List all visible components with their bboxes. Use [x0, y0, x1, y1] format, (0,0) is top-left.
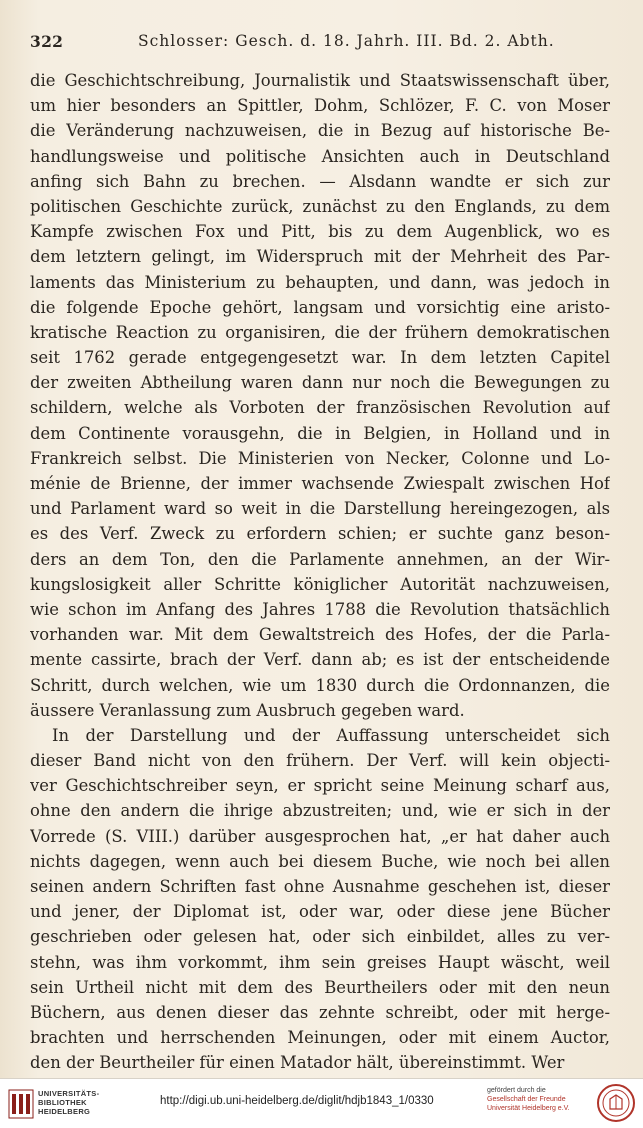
text-line: sein Urtheil nicht mit dem des Beurtheilers oder mit den neun: [30, 977, 610, 997]
text-line: ders an dem Ton, den die Parlamente annehmen, an der Wir-: [30, 549, 610, 569]
university-seal-icon: [596, 1083, 636, 1123]
text-line: ver Geschichtschreiber seyn, er spricht seine Meinung scharf aus,: [30, 776, 610, 796]
text-line: nichts dagegen, wenn auch bei diesem Buche, wie noch bei allen: [30, 851, 610, 871]
text-line: stehn, was ihm vorkommt, ihm sein greises Haupt wäscht, weil: [30, 952, 610, 972]
text-line: anfing sich Bahn zu brechen. — Alsdann wandte er sich zur: [30, 171, 610, 191]
text-line: In der Darstellung und der Auffassung unterscheidet sich: [52, 725, 610, 745]
text-line: dem Continente vorausgehn, die in Belgien, in Holland und in: [30, 423, 610, 443]
text-line: ohne den andern die ihrige abzustreiten; und, wie er sich in der: [30, 801, 610, 821]
sponsor-text: gefördert durch die Gesellschaft der Freunde Universität Heidelberg e.V.: [487, 1087, 570, 1112]
text-line: um hier besonders an Spittler, Dohm, Schlözer, F. C. von Moser: [30, 96, 610, 116]
text-line: schildern, welche als Vorboten der französischen Revolution auf: [30, 398, 610, 418]
text-line: Schritt, durch welchen, wie um 1830 durch die Ordonnanzen, die: [30, 675, 610, 695]
text-line: seit 1762 gerade entgegengesetzt war. In dem letzten Capitel: [30, 348, 610, 368]
text-line: ménie de Brienne, der immer wachsende Zwiespalt zwischen Hof: [30, 474, 610, 493]
text-line: die Geschichtschreibung, Journalistik und Staatswissenschaft über,: [30, 71, 610, 90]
text-line: und Parlament ward so weit in die Darstellung hereingezogen, als: [30, 499, 610, 519]
text-line: kungslosigkeit aller Schritte königlicher Autorität nachzuweisen,: [30, 574, 610, 594]
text-line: dieser Band nicht von den frühern. Der Verf. will kein objecti-: [30, 751, 610, 771]
text-line: laments das Ministerium zu behaupten, und dann, was jedoch in: [30, 272, 610, 292]
text-line: brachten und herrschenden Meinungen, oder mit einem Auctor,: [30, 1028, 610, 1048]
text-line: Büchern, aus denen dieser das zehnte schreibt, oder mit herge-: [30, 1002, 610, 1022]
text-line: die folgende Epoche gehört, langsam und vorsichtig eine aristo-: [30, 297, 610, 317]
running-title: Schlosser: Gesch. d. 18. Jahrh. III. Bd. 2. Abth.: [138, 32, 555, 50]
library-logo-icon: [8, 1089, 34, 1119]
source-url-link[interactable]: http://digi.ub.uni-heidelberg.de/diglit/hdjb1843_1/0330: [160, 1095, 434, 1107]
text-line: seinen andern Schriften fast ohne Ausnahme geschehen ist, dieser: [30, 877, 610, 896]
text-line: kratische Reaction zu organisiren, die der frühern demokratischen: [30, 322, 610, 342]
text-line: Vorrede (S. VIII.) darüber ausgesprochen hat, „er hat daher auch: [30, 826, 610, 846]
text-line: wie schon im Anfang des Jahres 1788 die Revolution thatsächlich: [30, 599, 610, 619]
text-line: vorhanden war. Mit dem Gewaltstreich des Hofes, der die Parla-: [30, 625, 610, 645]
page-number: 322: [30, 32, 64, 51]
text-line: handlungsweise und politische Ansichten auch in Deutschland: [30, 146, 610, 166]
text-line: geschrieben oder gelesen hat, oder sich einbildet, alles zu ver-: [30, 927, 610, 947]
text-line: die Veränderung nachzuweisen, die in Bezug auf historische Be-: [30, 121, 610, 141]
page-header: [30, 32, 620, 58]
text-line: äussere Veranlassung zum Ausbruch gegeben ward.: [30, 700, 465, 720]
body-text: [30, 68, 610, 1076]
footer-bar: [0, 1078, 643, 1128]
text-line: mente cassirte, brach der Verf. dann ab; es ist der entscheidende: [30, 650, 610, 670]
text-line: Frankreich selbst. Die Ministerien von Necker, Colonne und Lo-: [30, 448, 610, 468]
text-line: der zweiten Abtheilung waren dann nur noch die Bewegungen zu: [30, 373, 610, 393]
library-name: UNIVERSITÄTS- BIBLIOTHEK HEIDELBERG: [38, 1089, 100, 1116]
text-line: den der Beurtheiler für einen Matador hält, übereinstimmt. Wer: [30, 1053, 565, 1073]
text-line: es des Verf. Zweck zu erfordern schien; er suchte ganz beson-: [30, 524, 610, 544]
text-line: Kampfe zwischen Fox und Pitt, bis zu dem Augenblick, wo es: [30, 222, 610, 242]
text-line: und jener, der Diplomat ist, oder war, oder diese jene Bücher: [30, 902, 610, 922]
text-line: politischen Geschichte zurück, zunächst zu den Englands, zu dem: [30, 196, 610, 216]
text-line: dem letztern gelingt, im Widerspruch mit der Mehrheit des Par-: [30, 247, 610, 267]
